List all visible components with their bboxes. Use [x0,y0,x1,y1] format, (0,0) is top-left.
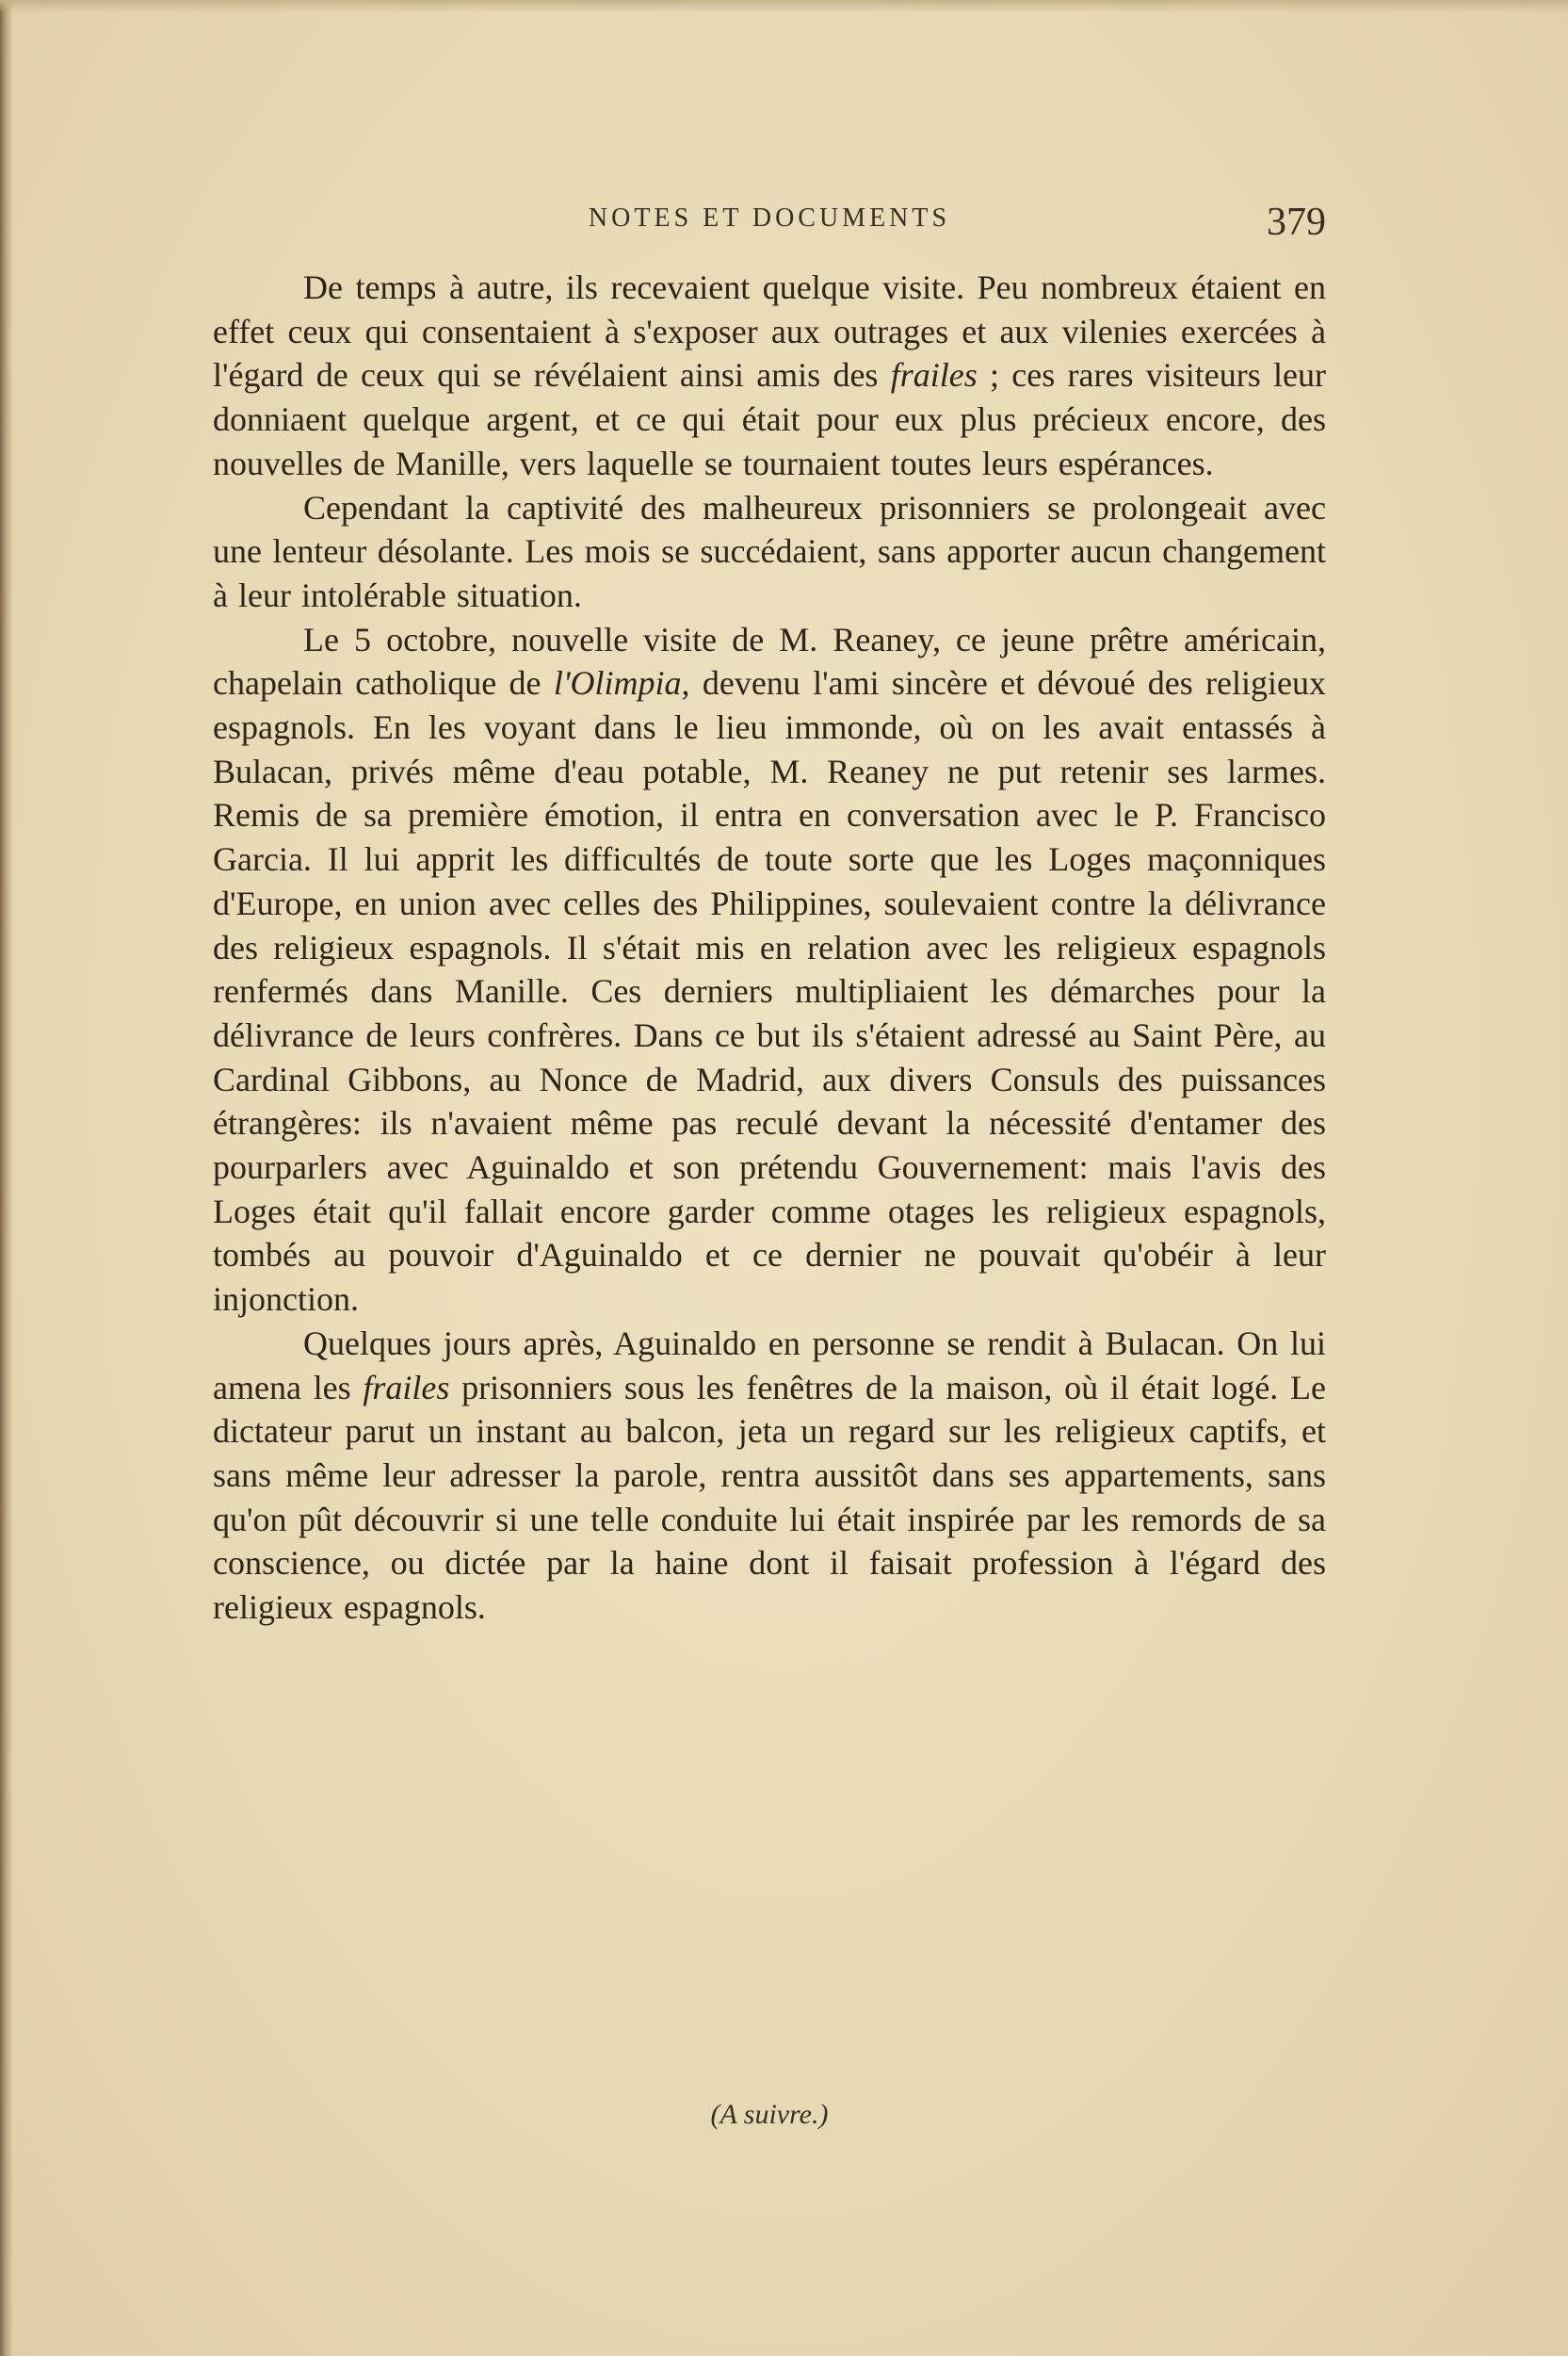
page-top-edge-shadow [0,0,1568,13]
paragraph-captivity [213,486,1326,618]
paragraph-text: ; ces rares visiteurs leur donniaent quelque argent, et ce qui était pour eux plus précieux encore, des nouvelles de Manille, vers laquelle se tournaient toutes leurs espérances. [213,356,1327,482]
page-number: 379 [1267,201,1326,244]
paragraph-text: , devenu l'ami sincère et dévoué des religieux espagnols. En les voyant dans le lieu immonde, où on les avait entassés à Bulacan, privés même d'eau potable, M. Reaney ne put retenir ses larmes. Remis de sa première émotion, il entra en conversation avec le P. Francisco Garcia. Il lui apprit les difficultés de toute sorte que les Loges maçonniques d'Europe, en union avec celles des Philippines, soulevaient contre la délivrance des religieux espagnols. Il s'était mis en relation avec les religieux espagnols renfermés dans Manille. Ces derniers multipliaient les démarches pour la délivrance de leurs confrères. Dans ce but ils s'étaient adressé au Saint Père, au Cardinal Gibbons, au Nonce de Madrid, aux divers Consuls des puissances étrangères: ils n'avaient même pas reculé devant la nécessité d'entamer des pourparlers avec Aguinaldo et son prétendu Gouvernement: mais l'avis des Loges était qu'il fallait encore garder comme otages les religieux espagnols, tombés au pouvoir d'Aguinaldo et ce dernier ne pouvait qu'obéir à leur injonction. [213,664,1326,1319]
body-text [213,266,1326,1630]
paragraph-text: Cependant la captivité des malheureux prisonniers se prolongeait avec une lenteur désolante. Les mois se succédaient, sans apporter aucun changement à leur intolérable situation. [213,488,1326,614]
running-title: NOTES ET DOCUMENTS [588,203,951,233]
italic-term-frailes: frailes [890,356,978,395]
paragraph-text: prisonniers sous les fenêtres de la maison, où il était logé. Le dictateur parut un instant au balcon, jeta un regard sur les religieux captifs, et sans même leur adresser la parole, rentra aussitôt dans ses appartements, sans qu'on pût découvrir si une telle conduite lui était inspirée par les remords de sa conscience, ou dictée par la haine dont il faisait profession à l'égard des religieux espagnols. [213,1368,1327,1627]
paragraph-aguinaldo-visit [213,1322,1326,1630]
paragraph-text: Le 5 octobre, nouvelle visite de M. Reaney, ce jeune prêtre américain, chapelain catholique de [213,620,1326,703]
to-be-continued-note: (A suivre.) [710,2099,829,2130]
paragraph-reaney-visit [213,618,1326,1322]
italic-ship-name: l'Olimpia [553,664,682,703]
paragraph-visits [213,266,1326,486]
running-head [213,200,1326,244]
italic-term-frailes: frailes [363,1368,450,1406]
paragraph-text: Quelques jours après, Aguinaldo en personne se rendit à Bulacan. On lui amena les [213,1324,1326,1406]
paragraph-text: De temps à autre, ils recevaient quelque visite. Peu nombreux étaient en effet ceux qui consentaient à s'exposer aux outrages et aux vilenies exercées à l'égard de ceux qui se révélaient ainsi amis des [213,268,1326,395]
page-left-edge-shadow [0,0,13,2356]
